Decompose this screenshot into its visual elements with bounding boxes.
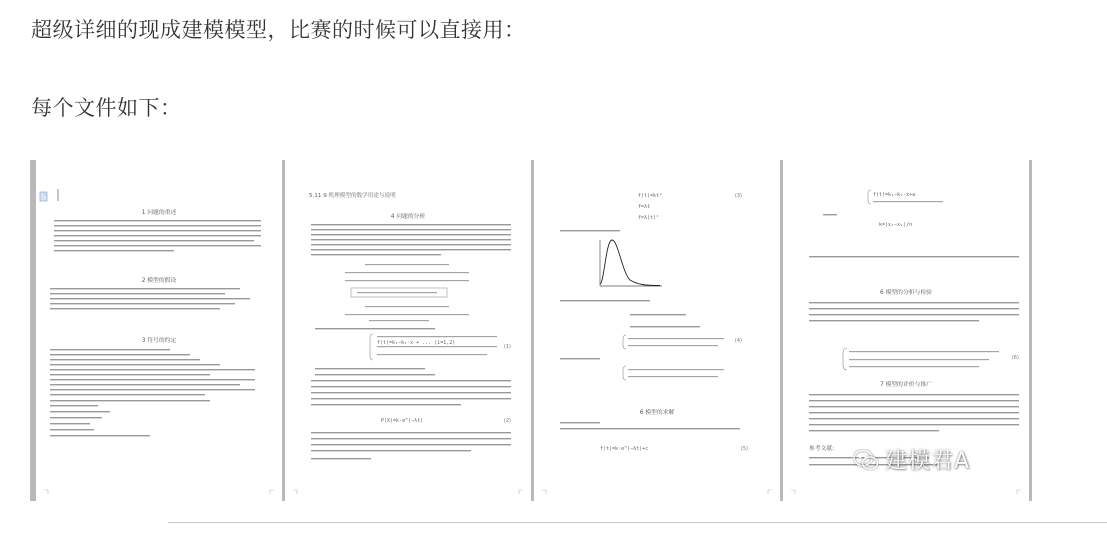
page-4-references-heading: 参考文献: — [809, 446, 835, 452]
document-page-1 — [36, 160, 282, 501]
page-4-formula-2: k=(x₁−x₂)/n — [879, 222, 913, 228]
page-2-eq-number-1: (1) — [503, 344, 511, 350]
intro-text: 超级详细的现成建模模型，比赛的时候可以直接用： — [31, 18, 526, 42]
page-3-eq-number-3: (5) — [740, 446, 748, 452]
file-list-heading: 每个文件如下： — [31, 96, 182, 120]
page-4-eq-number-1: (6) — [1011, 355, 1019, 361]
document-page-3 — [534, 160, 780, 501]
page-3-formula-4: f(t)=k·e^(−λt)+c — [600, 446, 649, 452]
page-3-eq-number-1: (3) — [734, 193, 742, 199]
doc-file-icon — [40, 192, 47, 201]
page-3-eq-number-2: (4) — [734, 338, 742, 344]
watermark-text: 建模君A — [885, 449, 971, 474]
page-2-header: 5.11 9 机理模型的数学用途与说明 — [309, 193, 396, 199]
watermark — [853, 444, 970, 475]
page-3-title-1: 6 模型的求解 — [639, 410, 675, 416]
page-3-formula-3: f=λ(t)² — [638, 215, 660, 221]
page-2-formula-2: P(X)=k·e^(−λt) — [381, 418, 424, 424]
page-2-title-1: 4 问题的分析 — [390, 214, 426, 220]
page-3-content — [534, 160, 780, 501]
page-2-formula-1: f(t)=k₁−k₂·x + ... (i=1,2) — [377, 340, 456, 346]
page-3-formula-1: f(t)=kt² — [638, 193, 663, 199]
page-1-title-1: 1 问题的重述 — [141, 210, 177, 216]
document-page-2 — [285, 160, 531, 501]
page-2-content — [285, 160, 531, 501]
page-1-title-2: 2 模型的假设 — [141, 278, 177, 284]
page-4-formula-1: f(t)=k₁−k₂·x+a — [873, 192, 916, 198]
page-1-title-3: 3 符号的约定 — [141, 338, 177, 344]
page-4-title-2: 7 模型的评价与推广 — [880, 382, 932, 388]
page-1-content — [36, 160, 282, 501]
page-3-curve-figure — [600, 240, 662, 286]
page-3-formula-2: f=λt — [638, 204, 651, 210]
page-2-eq-number-2: (2) — [503, 418, 511, 424]
wechat-icon — [853, 449, 879, 471]
divider — [168, 522, 1107, 523]
page-4-title-1: 6 模型的分析与检验 — [880, 290, 932, 296]
